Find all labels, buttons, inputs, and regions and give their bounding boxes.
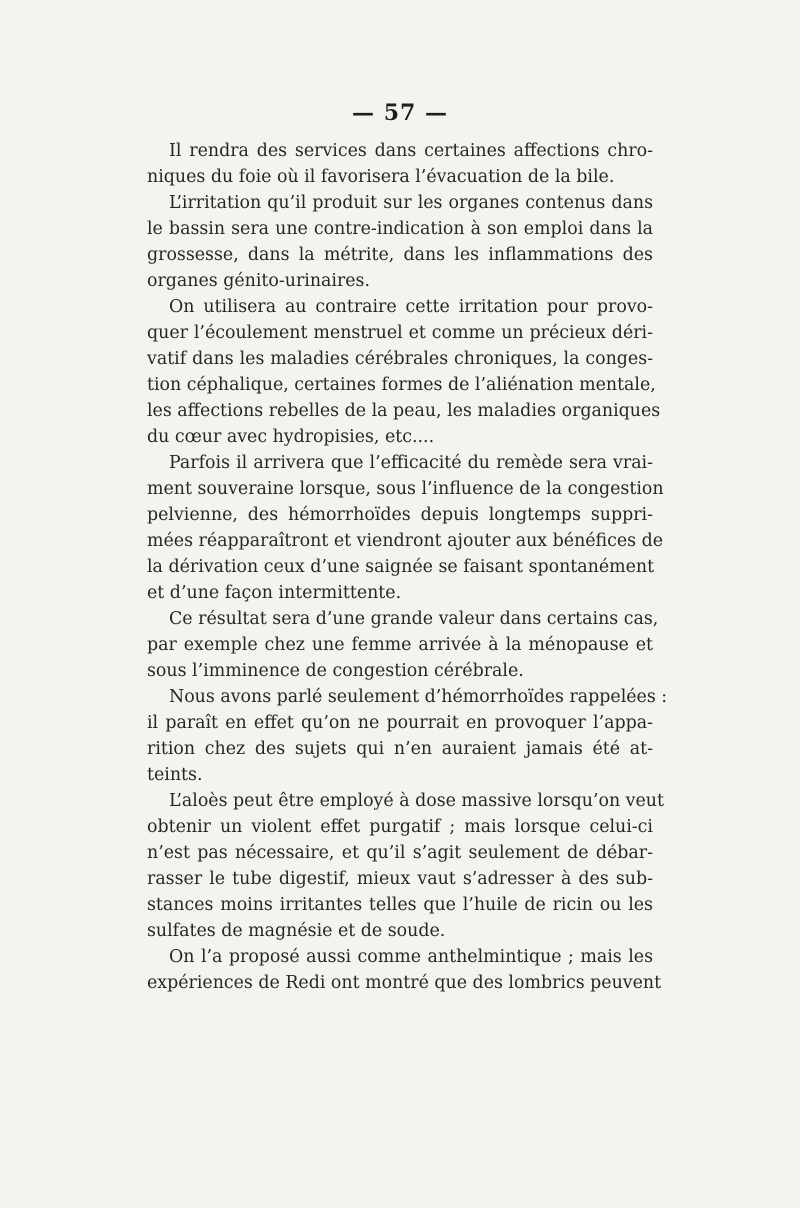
text-line: vatif dans les maladies cérébrales chroniques, la conges- [147, 349, 653, 369]
text-line: n’est pas nécessaire, et qu’il s’agit seulement de débar- [147, 843, 653, 863]
text-line: organes génito-urinaires. [147, 271, 371, 291]
text-line: Ce résultat sera d’une grande valeur dans certains cas, [169, 609, 659, 629]
text-line: obtenir un violent effet purgatif ; mais lorsque celui-ci [147, 817, 653, 837]
text-line: stances moins irritantes telles que l’huile de ricin ou les [147, 895, 653, 915]
text-line: On utilisera au contraire cette irritation pour provo- [169, 297, 653, 317]
text-line: les affections rebelles de la peau, les maladies organiques [147, 401, 661, 421]
text-line: par exemple chez une femme arrivée à la ménopause et [147, 635, 653, 655]
text-line: niques du foie où il favorisera l’évacuation de la bile. [147, 167, 615, 187]
text-line: la dérivation ceux d’une saignée se faisant spontanément [147, 557, 655, 577]
text-line: quer l’écoulement menstruel et comme un précieux déri- [147, 323, 653, 343]
text-line: L’aloès peut être employé à dose massive lorsqu’on veut [169, 791, 664, 811]
text-line: pelvienne, des hémorrhoïdes depuis longtemps suppri- [147, 505, 653, 525]
text-line: rasser le tube digestif, mieux vaut s’adresser à des sub- [147, 869, 653, 889]
text-line: Il rendra des services dans certaines affections chro- [169, 141, 653, 161]
text-line: mées réapparaîtront et viendront ajouter aux bénéfices de [147, 531, 664, 551]
text-line: teints. [147, 765, 203, 785]
text-line: tion céphalique, certaines formes de l’aliénation mentale, [147, 375, 656, 395]
text-line: du cœur avec hydropisies, etc.... [147, 427, 435, 447]
text-line: sulfates de magnésie et de soude. [147, 921, 446, 941]
text-line: Nous avons parlé seulement d’hémorrhoïdes rappelées : [169, 687, 668, 707]
page-number: — 57 — [352, 100, 448, 126]
text-line: grossesse, dans la métrite, dans les inflammations des [147, 245, 653, 265]
text-line: expériences de Redi ont montré que des lombrics peuvent [147, 973, 662, 993]
text-line: L’irritation qu’il produit sur les organes contenus dans [169, 193, 653, 213]
text-line: rition chez des sujets qui n’en auraient jamais été at- [147, 739, 653, 759]
text-line: il paraît en effet qu’on ne pourrait en provoquer l’appa- [147, 713, 653, 733]
text-line: Parfois il arrivera que l’efficacité du remède sera vrai- [169, 453, 653, 473]
text-line: sous l’imminence de congestion cérébrale. [147, 661, 524, 681]
body-text [147, 138, 668, 996]
text-line: On l’a proposé aussi comme anthelmintique ; mais les [169, 947, 653, 967]
text-line: et d’une façon intermittente. [147, 583, 402, 603]
text-line: le bassin sera une contre-indication à son emploi dans la [147, 219, 653, 239]
text-line: ment souveraine lorsque, sous l’influence de la congestion [147, 479, 664, 499]
